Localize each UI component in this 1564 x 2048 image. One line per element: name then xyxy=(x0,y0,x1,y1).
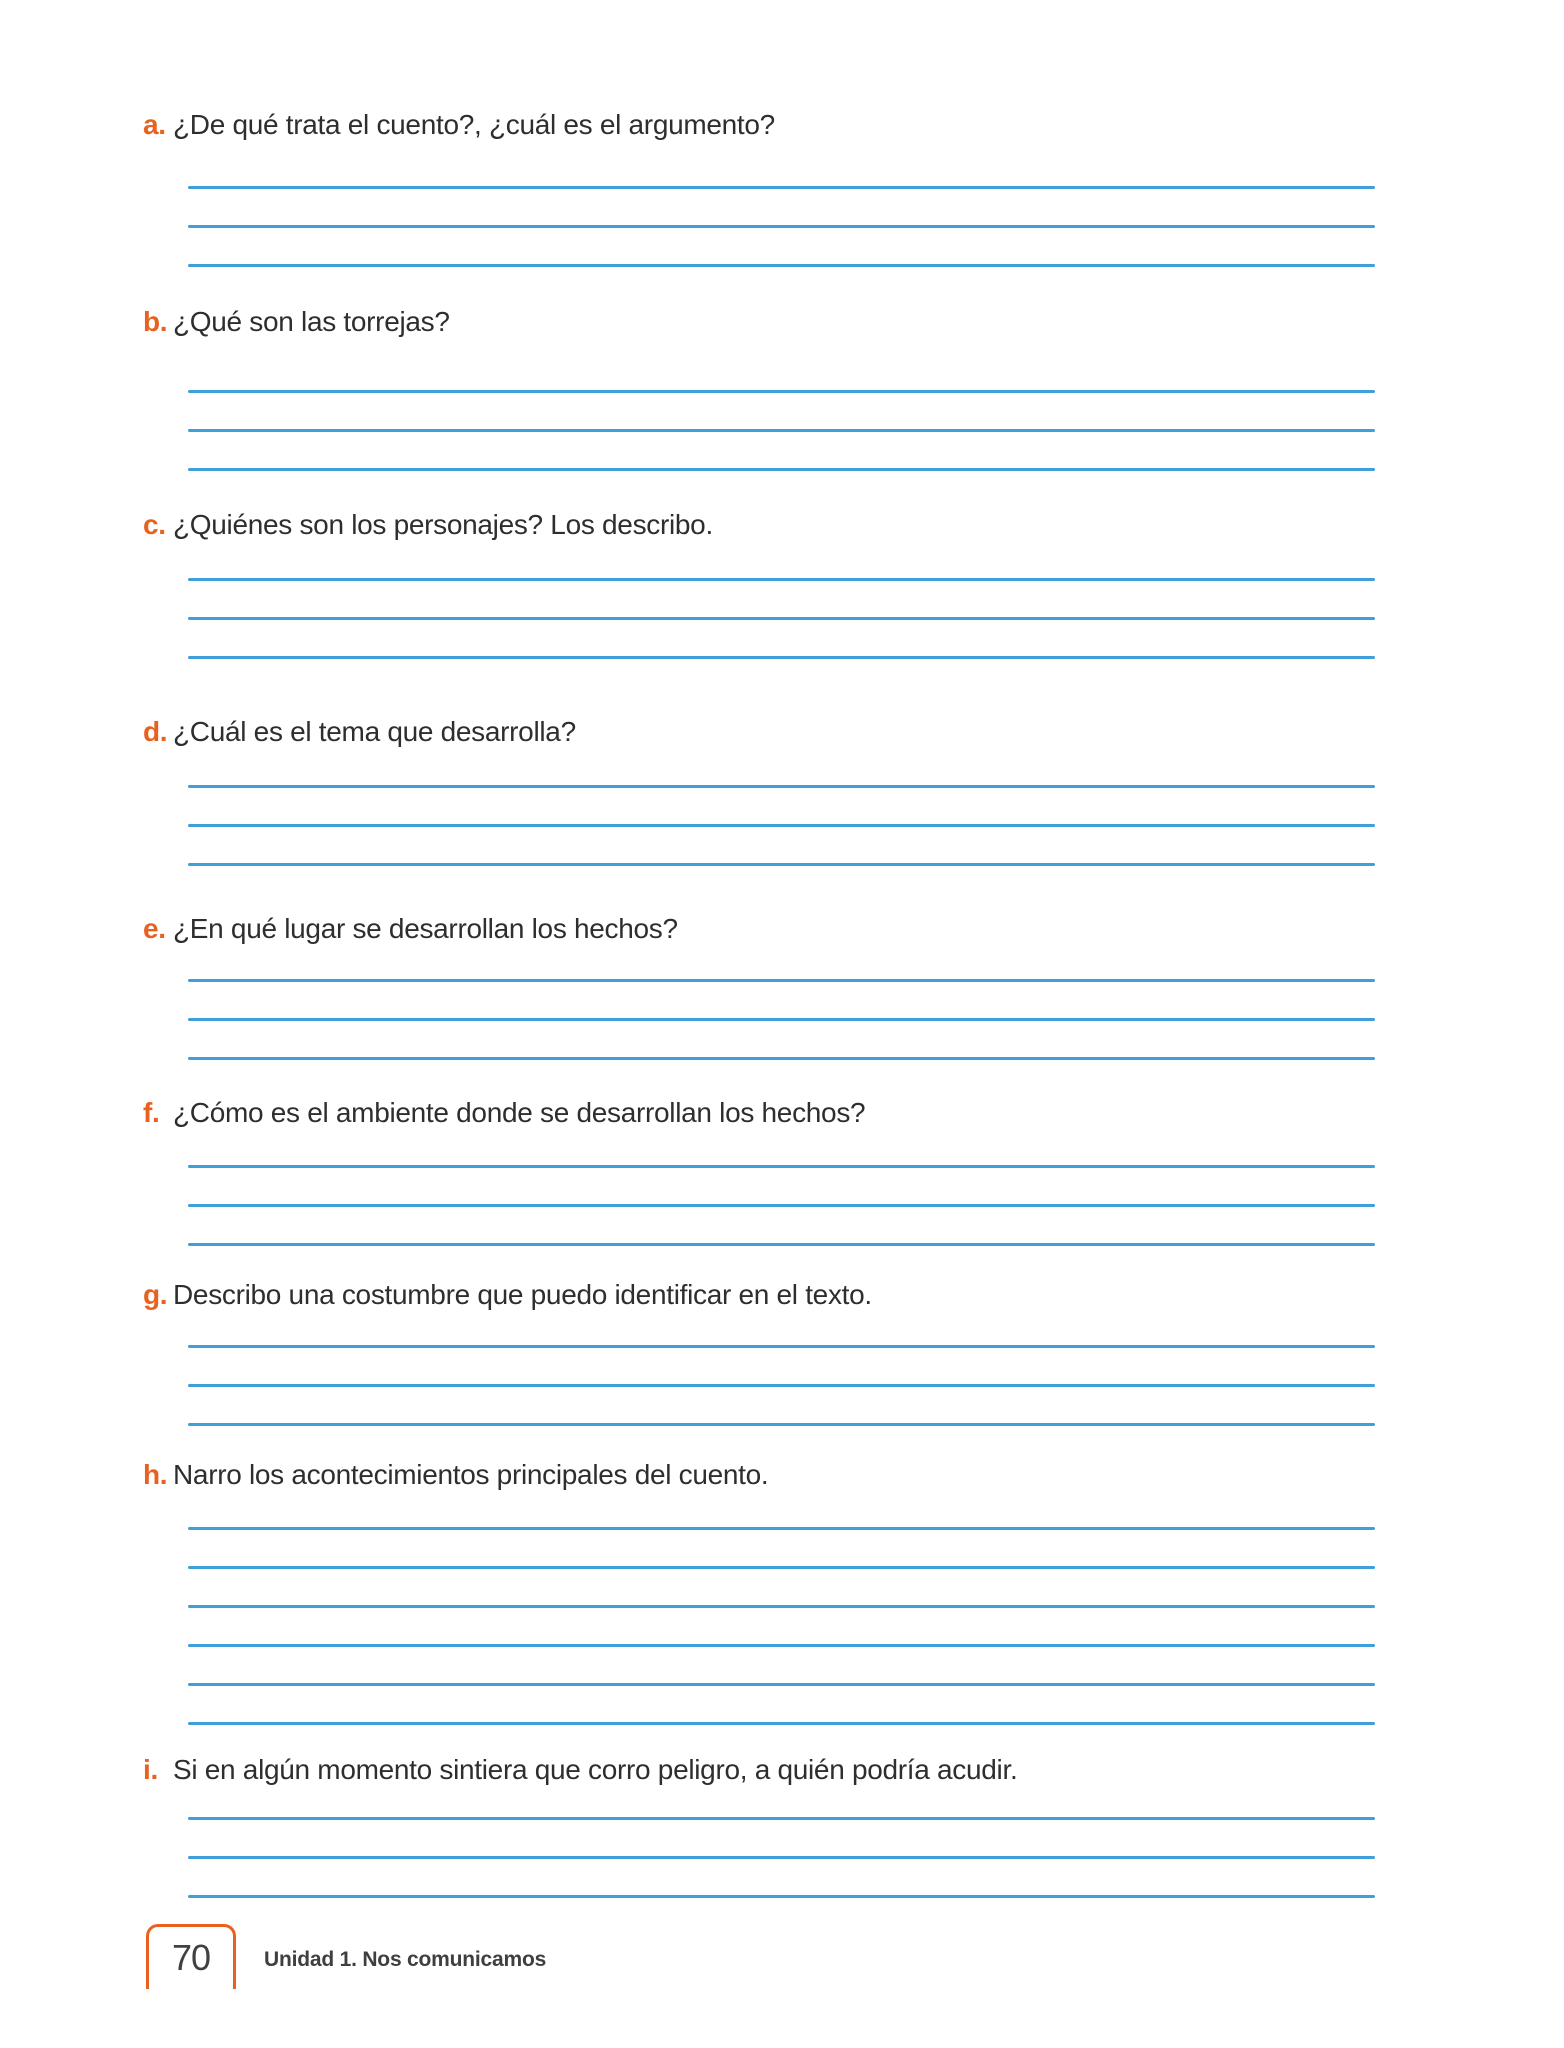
answer-line xyxy=(188,1057,1375,1060)
question-block-b xyxy=(143,305,1383,471)
page-footer xyxy=(146,1924,546,1989)
page-number-box xyxy=(146,1924,236,1989)
answer-line xyxy=(188,1722,1375,1725)
answer-line xyxy=(188,264,1375,267)
answer-line xyxy=(188,617,1375,620)
answer-line xyxy=(188,1895,1375,1898)
answer-line xyxy=(188,1644,1375,1647)
answer-line xyxy=(188,656,1375,659)
question-block-f xyxy=(143,1096,1383,1246)
answer-lines-e xyxy=(188,979,1383,1060)
answer-line xyxy=(188,429,1375,432)
answer-line xyxy=(188,863,1375,866)
answer-line xyxy=(188,1817,1375,1820)
question-text-d: ¿Cuál es el tema que desarrolla? xyxy=(173,716,576,747)
question-block-h xyxy=(143,1458,1383,1725)
answer-line xyxy=(188,824,1375,827)
answer-line xyxy=(188,1683,1375,1686)
question-block-d xyxy=(143,715,1383,866)
question-text-a: ¿De qué trata el cuento?, ¿cuál es el argumento? xyxy=(173,109,775,140)
answer-lines-a xyxy=(188,186,1383,267)
question-block-a xyxy=(143,108,1383,267)
question-label-c: c. xyxy=(143,509,166,540)
answer-line xyxy=(188,225,1375,228)
answer-line xyxy=(188,1345,1375,1348)
question-text-c: ¿Quiénes son los personajes? Los describo. xyxy=(173,509,713,540)
question-block-e xyxy=(143,912,1383,1060)
answer-line xyxy=(188,1243,1375,1246)
answer-line xyxy=(188,1856,1375,1859)
question-label-h: h. xyxy=(143,1459,168,1490)
answer-line xyxy=(188,468,1375,471)
question-label-f: f. xyxy=(143,1097,160,1128)
question-label-i: i. xyxy=(143,1754,158,1785)
question-text-h: Narro los acontecimientos principales del cuento. xyxy=(173,1459,769,1490)
answer-lines-c xyxy=(188,578,1383,659)
answer-lines-i xyxy=(188,1817,1383,1898)
answer-lines-f xyxy=(188,1165,1383,1246)
question-label-e: e. xyxy=(143,913,166,944)
answer-line xyxy=(188,186,1375,189)
footer-chapter-label: Unidad 1. Nos comunicamos xyxy=(264,1947,547,1971)
answer-line xyxy=(188,390,1375,393)
answer-line xyxy=(188,979,1375,982)
question-block-c xyxy=(143,508,1383,659)
answer-line xyxy=(188,1384,1375,1387)
answer-lines-b xyxy=(188,390,1383,471)
answer-line xyxy=(188,1566,1375,1569)
question-label-d: d. xyxy=(143,716,168,747)
question-text-g: Describo una costumbre que puedo identificar en el texto. xyxy=(173,1279,872,1310)
answer-line xyxy=(188,578,1375,581)
answer-line xyxy=(188,1165,1375,1168)
page-number: 70 xyxy=(171,1937,211,1978)
answer-line xyxy=(188,1423,1375,1426)
question-label-g: g. xyxy=(143,1279,168,1310)
question-text-e: ¿En qué lugar se desarrollan los hechos? xyxy=(173,913,678,944)
answer-lines-g xyxy=(188,1345,1383,1426)
question-block-g xyxy=(143,1278,1383,1426)
question-label-b: b. xyxy=(143,306,168,337)
question-text-f: ¿Cómo es el ambiente donde se desarrollan los hechos? xyxy=(173,1097,866,1128)
answer-line xyxy=(188,1204,1375,1207)
question-label-a: a. xyxy=(143,109,166,140)
question-block-i xyxy=(143,1753,1383,1898)
answer-lines-h xyxy=(188,1527,1383,1725)
answer-line xyxy=(188,1018,1375,1021)
question-text-i: Si en algún momento sintiera que corro peligro, a quién podría acudir. xyxy=(173,1754,1018,1785)
answer-line xyxy=(188,1605,1375,1608)
answer-line xyxy=(188,785,1375,788)
question-text-b: ¿Qué son las torrejas? xyxy=(173,306,450,337)
answer-line xyxy=(188,1527,1375,1530)
answer-lines-d xyxy=(188,785,1383,866)
